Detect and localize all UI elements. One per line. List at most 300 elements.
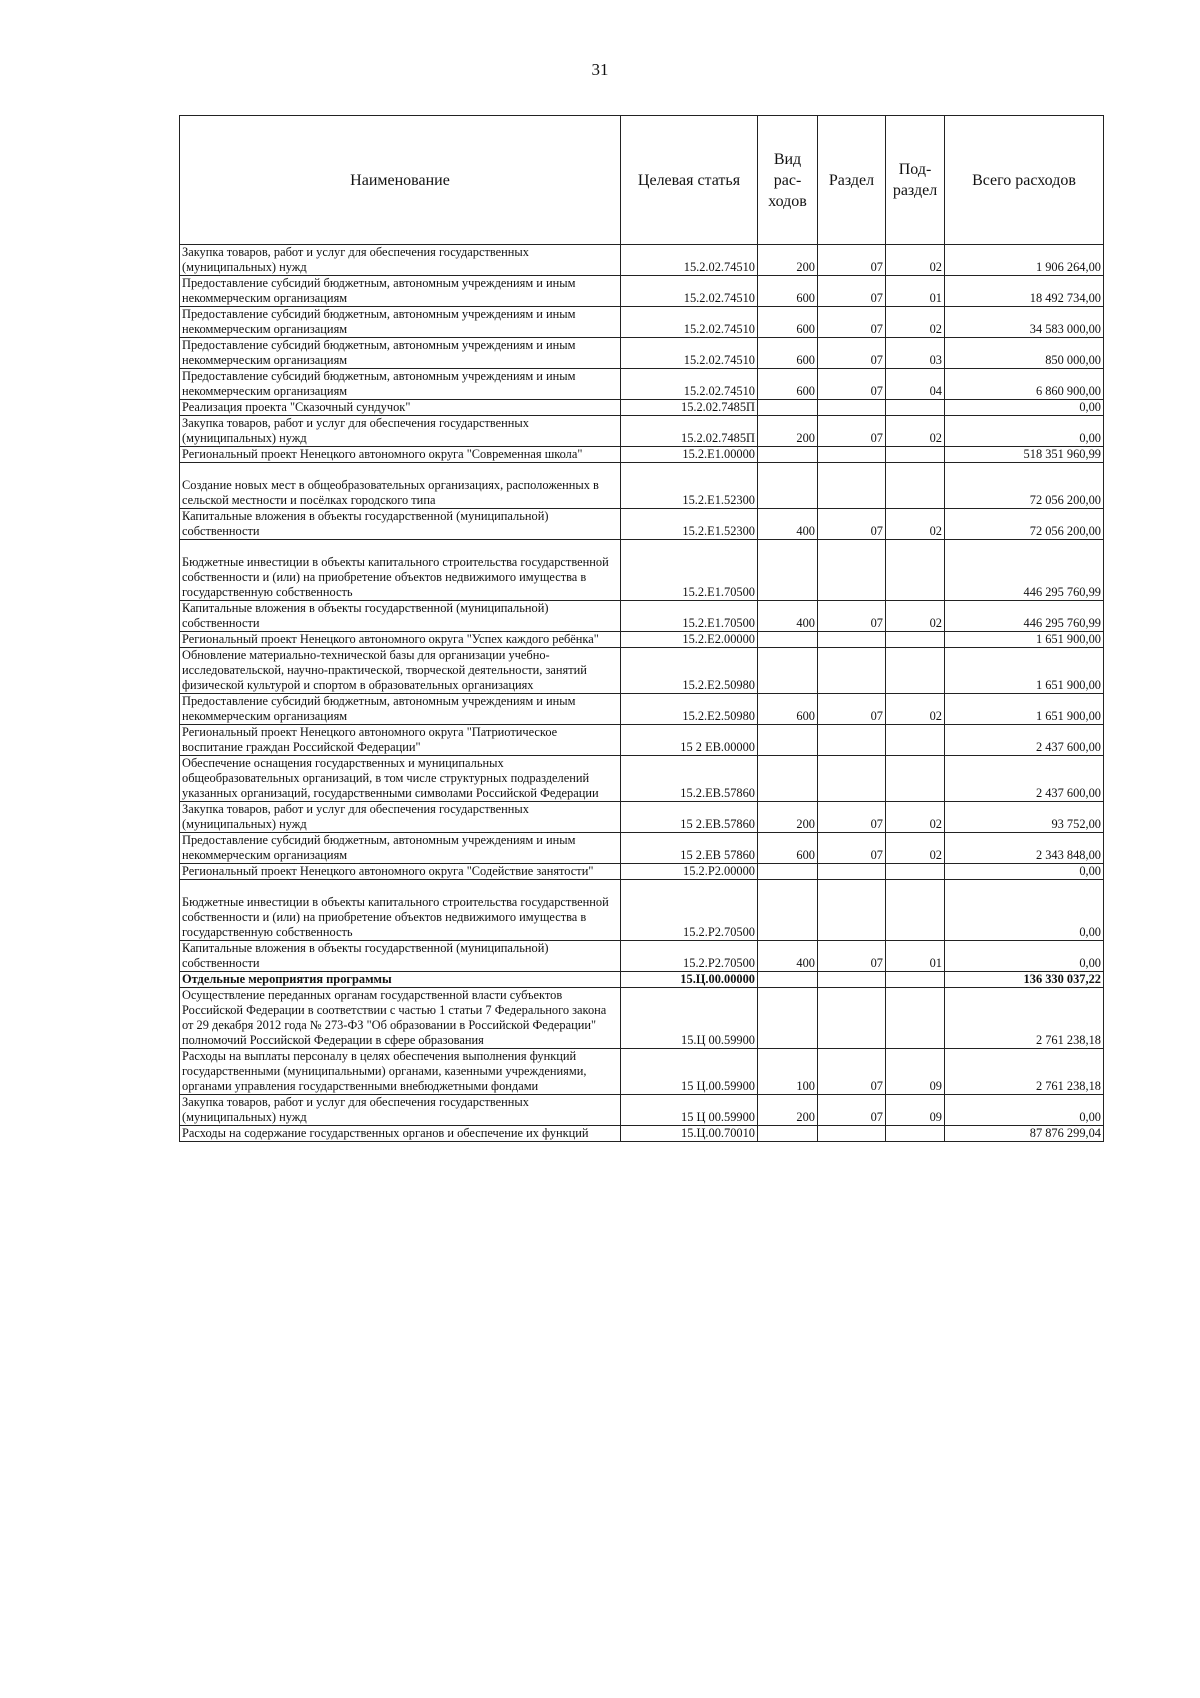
row-name	[180, 941, 621, 972]
row-expense-kind	[758, 601, 818, 632]
row-section	[818, 509, 886, 540]
row-expense-kind-text: 600	[796, 384, 815, 398]
row-name	[180, 988, 621, 1049]
row-target-code	[621, 276, 758, 307]
row-expense-kind-text: 400	[796, 616, 815, 630]
table-row	[180, 463, 1104, 509]
row-subsection-text: 02	[929, 817, 942, 831]
row-name	[180, 880, 621, 941]
row-name-text: Капитальные вложения в объекты государственной (муниципальной) собственности	[182, 601, 549, 630]
row-subsection-text: 02	[929, 260, 942, 274]
row-total	[945, 802, 1104, 833]
row-section-text: 07	[870, 384, 883, 398]
row-name	[180, 1095, 621, 1126]
row-expense-kind-text: 200	[796, 1110, 815, 1124]
row-target-code	[621, 1126, 758, 1142]
row-name	[180, 400, 621, 416]
row-total	[945, 463, 1104, 509]
row-section	[818, 463, 886, 509]
row-target-code-text: 15 2.EB.57860	[680, 817, 755, 831]
row-target-code	[621, 802, 758, 833]
row-expense-kind-text: 600	[796, 353, 815, 367]
row-expense-kind	[758, 941, 818, 972]
row-expense-kind	[758, 833, 818, 864]
page-number: 31	[591, 60, 609, 79]
row-expense-kind	[758, 400, 818, 416]
row-expense-kind-text: 400	[796, 524, 815, 538]
row-section	[818, 972, 886, 988]
row-expense-kind	[758, 369, 818, 400]
row-name	[180, 447, 621, 463]
row-target-code-text: 15.2.E1.70500	[682, 616, 755, 630]
row-section	[818, 338, 886, 369]
row-target-code	[621, 972, 758, 988]
row-total-text: 2 343 848,00	[1035, 848, 1101, 862]
row-name	[180, 802, 621, 833]
row-total-text: 72 056 200,00	[1029, 493, 1101, 507]
row-total	[945, 509, 1104, 540]
row-name-text: Обеспечение оснащения государственных и муниципальных общеобразовательных организаций, в том числе структурных подразделений указанных организаций, государственными символами Российской Федерации	[182, 756, 599, 800]
row-target-code-text: 15.2.02.74510	[683, 384, 755, 398]
row-name-text: Предоставление субсидий бюджетным, автономным учреждениям и иным некоммерческим организациям	[182, 276, 576, 305]
row-target-code	[621, 447, 758, 463]
row-name	[180, 601, 621, 632]
row-total	[945, 447, 1104, 463]
row-target-code	[621, 245, 758, 276]
row-expense-kind	[758, 756, 818, 802]
row-expense-kind	[758, 276, 818, 307]
row-name-text: Создание новых мест в общеобразовательных организациях, расположенных в сельской местности и посёлках городского типа	[182, 478, 599, 507]
row-name-text: Региональный проект Ненецкого автономного округа "Содействие занятости"	[182, 864, 594, 878]
row-name-text: Осуществление переданных органам государственной власти субъектов Российской Федерации в соответствии с частью 1 статьи 7 Федерального закона от 29 декабря 2012 года № 273-ФЗ "Об образовании в Российской Федерации" полномочий Российской Федерации в сфере образования	[182, 988, 607, 1047]
table-row	[180, 400, 1104, 416]
row-target-code	[621, 307, 758, 338]
row-name	[180, 694, 621, 725]
row-name	[180, 864, 621, 880]
table-row	[180, 416, 1104, 447]
row-name-text: Предоставление субсидий бюджетным, автономным учреждениям и иным некоммерческим организациям	[182, 307, 576, 336]
row-total	[945, 988, 1104, 1049]
row-subsection	[886, 307, 945, 338]
row-expense-kind	[758, 648, 818, 694]
row-target-code-text: 15.2.E1.00000	[682, 447, 755, 461]
row-total-text: 446 295 760,99	[1023, 585, 1101, 599]
table-row	[180, 972, 1104, 988]
row-section-text: 07	[870, 1110, 883, 1124]
row-target-code-text: 15 2 EB.00000	[680, 740, 755, 754]
row-subsection-text: 09	[929, 1110, 942, 1124]
row-subsection	[886, 369, 945, 400]
row-subsection	[886, 972, 945, 988]
row-subsection	[886, 1095, 945, 1126]
row-section	[818, 400, 886, 416]
row-subsection	[886, 1049, 945, 1095]
row-subsection	[886, 338, 945, 369]
row-expense-kind	[758, 694, 818, 725]
row-total-text: 1 906 264,00	[1035, 260, 1101, 274]
row-subsection-text: 02	[929, 616, 942, 630]
row-subsection	[886, 694, 945, 725]
row-section	[818, 648, 886, 694]
row-section	[818, 941, 886, 972]
table-row	[180, 307, 1104, 338]
row-subsection	[886, 509, 945, 540]
row-section-text: 07	[870, 291, 883, 305]
row-target-code	[621, 463, 758, 509]
table-row	[180, 632, 1104, 648]
budget-table	[179, 115, 1104, 1142]
table-row	[180, 802, 1104, 833]
row-name-text: Отдельные мероприятия программы	[182, 972, 392, 986]
row-target-code-text: 15.Ц.00.70010	[681, 1126, 755, 1140]
row-subsection	[886, 941, 945, 972]
row-subsection-text: 02	[929, 709, 942, 723]
row-total	[945, 276, 1104, 307]
row-section	[818, 988, 886, 1049]
table-row	[180, 369, 1104, 400]
row-name	[180, 463, 621, 509]
row-target-code	[621, 540, 758, 601]
table-row	[180, 540, 1104, 601]
row-name-text: Предоставление субсидий бюджетным, автономным учреждениям и иным некоммерческим организациям	[182, 694, 576, 723]
row-subsection-text: 02	[929, 848, 942, 862]
row-total-text: 136 330 037,22	[1023, 972, 1101, 986]
row-target-code-text: 15.2.E1.52300	[682, 493, 755, 507]
row-section	[818, 756, 886, 802]
table-row	[180, 833, 1104, 864]
row-subsection-text: 02	[929, 322, 942, 336]
row-total-text: 2 437 600,00	[1035, 786, 1101, 800]
table-row	[180, 338, 1104, 369]
row-expense-kind	[758, 632, 818, 648]
row-expense-kind	[758, 972, 818, 988]
row-target-code-text: 15.2.E1.70500	[682, 585, 755, 599]
row-name-text: Закупка товаров, работ и услуг для обеспечения государственных (муниципальных) нужд	[182, 1095, 529, 1124]
row-total-text: 0,00	[1079, 1110, 1101, 1124]
row-subsection	[886, 833, 945, 864]
row-expense-kind	[758, 509, 818, 540]
row-target-code-text: 15.2.E2.50980	[682, 709, 755, 723]
table-row	[180, 601, 1104, 632]
row-target-code	[621, 416, 758, 447]
table-row	[180, 941, 1104, 972]
row-target-code-text: 15.2.02.74510	[683, 260, 755, 274]
row-target-code-text: 15.2.P2.00000	[683, 864, 755, 878]
row-name-text: Региональный проект Ненецкого автономного округа "Современная школа"	[182, 447, 583, 461]
row-section-text: 07	[870, 848, 883, 862]
table-row	[180, 245, 1104, 276]
row-target-code	[621, 1049, 758, 1095]
row-expense-kind-text: 200	[796, 431, 815, 445]
row-target-code-text: 15.2.E1.52300	[682, 524, 755, 538]
row-target-code-text: 15.Ц 00.59900	[681, 1033, 755, 1047]
row-expense-kind	[758, 1126, 818, 1142]
header-name: Наименование	[180, 116, 621, 245]
row-name	[180, 369, 621, 400]
row-total	[945, 694, 1104, 725]
row-subsection	[886, 725, 945, 756]
row-section-text: 07	[870, 817, 883, 831]
row-section-text: 07	[870, 353, 883, 367]
row-total	[945, 880, 1104, 941]
row-section-text: 07	[870, 956, 883, 970]
row-target-code-text: 15.2.02.74510	[683, 291, 755, 305]
row-section	[818, 540, 886, 601]
row-total-text: 2 761 238,18	[1035, 1079, 1101, 1093]
row-name-text: Предоставление субсидий бюджетным, автономным учреждениям и иным некоммерческим организациям	[182, 369, 576, 398]
row-name	[180, 509, 621, 540]
row-name	[180, 338, 621, 369]
row-total-text: 2 761 238,18	[1035, 1033, 1101, 1047]
row-section	[818, 725, 886, 756]
row-section-text: 07	[870, 1079, 883, 1093]
row-section-text: 07	[870, 616, 883, 630]
row-subsection-text: 01	[929, 956, 942, 970]
row-target-code	[621, 941, 758, 972]
row-section	[818, 1095, 886, 1126]
row-target-code-text: 15.2.P2.70500	[683, 956, 755, 970]
table-row	[180, 756, 1104, 802]
row-total-text: 0,00	[1079, 400, 1101, 414]
row-total	[945, 338, 1104, 369]
table-row	[180, 276, 1104, 307]
row-total-text: 72 056 200,00	[1029, 524, 1101, 538]
row-subsection	[886, 880, 945, 941]
row-name-text: Расходы на выплаты персоналу в целях обеспечения выполнения функций государственными (муниципальными) органами, казенными учреждениями, органами управления государственными внебюджетными фондами	[182, 1049, 587, 1093]
row-section-text: 07	[870, 431, 883, 445]
row-total-text: 1 651 900,00	[1035, 709, 1101, 723]
row-expense-kind	[758, 802, 818, 833]
row-name	[180, 756, 621, 802]
row-section	[818, 601, 886, 632]
row-target-code	[621, 694, 758, 725]
row-total-text: 446 295 760,99	[1023, 616, 1101, 630]
row-section	[818, 1126, 886, 1142]
header-row	[180, 116, 1104, 245]
row-subsection	[886, 648, 945, 694]
row-target-code-text: 15 Ц 00.59900	[681, 1110, 755, 1124]
row-total	[945, 632, 1104, 648]
row-target-code-text: 15.2.P2.70500	[683, 925, 755, 939]
row-total-text: 850 000,00	[1045, 353, 1101, 367]
row-name-text: Обновление материально-технической базы для организации учебно-исследовательской, научно-практической, творческой деятельности, занятий физической культурой и спортом в образовательных организациях	[182, 648, 587, 692]
row-section	[818, 1049, 886, 1095]
row-target-code	[621, 725, 758, 756]
row-total	[945, 416, 1104, 447]
row-name	[180, 833, 621, 864]
row-target-code-text: 15 Ц.00.59900	[681, 1079, 755, 1093]
row-section	[818, 245, 886, 276]
row-name	[180, 1126, 621, 1142]
row-name	[180, 245, 621, 276]
row-total-text: 518 351 960,99	[1023, 447, 1101, 461]
table-row	[180, 1095, 1104, 1126]
row-subsection-text: 02	[929, 524, 942, 538]
row-section-text: 07	[870, 524, 883, 538]
header-kind: Вид рас- ходов	[758, 116, 818, 245]
row-target-code	[621, 509, 758, 540]
row-name	[180, 1049, 621, 1095]
row-subsection	[886, 416, 945, 447]
table-row	[180, 988, 1104, 1049]
row-target-code-text: 15.2.02.7485П	[681, 400, 755, 414]
row-total	[945, 245, 1104, 276]
row-total-text: 93 752,00	[1051, 817, 1101, 831]
row-subsection	[886, 988, 945, 1049]
row-total-text: 2 437 600,00	[1035, 740, 1101, 754]
row-subsection	[886, 1126, 945, 1142]
row-total	[945, 864, 1104, 880]
row-name-text: Закупка товаров, работ и услуг для обеспечения государственных (муниципальных) нужд	[182, 802, 529, 831]
row-target-code	[621, 648, 758, 694]
row-subsection	[886, 245, 945, 276]
row-total-text: 1 651 900,00	[1035, 632, 1101, 646]
row-subsection	[886, 400, 945, 416]
row-name-text: Предоставление субсидий бюджетным, автономным учреждениям и иным некоммерческим организациям	[182, 833, 576, 862]
row-section-text: 07	[870, 322, 883, 336]
row-section	[818, 416, 886, 447]
row-total	[945, 400, 1104, 416]
row-target-code	[621, 601, 758, 632]
table-row	[180, 880, 1104, 941]
row-expense-kind	[758, 1049, 818, 1095]
row-expense-kind-text: 400	[796, 956, 815, 970]
row-name-text: Капитальные вложения в объекты государственной (муниципальной) собственности	[182, 509, 549, 538]
row-name	[180, 540, 621, 601]
row-subsection	[886, 276, 945, 307]
row-subsection-text: 02	[929, 431, 942, 445]
row-target-code	[621, 400, 758, 416]
row-name-text: Бюджетные инвестиции в объекты капитального строительства государственной собственности и (или) на приобретение объектов недвижимого имущества в государственную собственность	[182, 895, 609, 939]
row-expense-kind-text: 600	[796, 848, 815, 862]
row-expense-kind	[758, 416, 818, 447]
row-total-text: 0,00	[1079, 956, 1101, 970]
row-target-code	[621, 864, 758, 880]
row-name-text: Бюджетные инвестиции в объекты капитального строительства государственной собственности и (или) на приобретение объектов недвижимого имущества в государственную собственность	[182, 555, 609, 599]
row-section	[818, 833, 886, 864]
header-section: Раздел	[818, 116, 886, 245]
row-target-code	[621, 988, 758, 1049]
row-subsection	[886, 632, 945, 648]
row-total	[945, 941, 1104, 972]
row-section	[818, 864, 886, 880]
row-total-text: 0,00	[1079, 925, 1101, 939]
row-name-text: Закупка товаров, работ и услуг для обеспечения государственных (муниципальных) нужд	[182, 416, 529, 445]
row-target-code-text: 15 2.EB 57860	[680, 848, 755, 862]
row-total	[945, 972, 1104, 988]
row-name-text: Региональный проект Ненецкого автономного округа "Успех каждого ребёнка"	[182, 632, 599, 646]
row-expense-kind	[758, 245, 818, 276]
row-name	[180, 307, 621, 338]
row-subsection-text: 01	[929, 291, 942, 305]
row-total	[945, 307, 1104, 338]
table-row	[180, 1126, 1104, 1142]
row-target-code	[621, 880, 758, 941]
row-subsection-text: 03	[929, 353, 942, 367]
row-total	[945, 1049, 1104, 1095]
table-row	[180, 648, 1104, 694]
row-section	[818, 307, 886, 338]
row-name	[180, 972, 621, 988]
row-target-code-text: 15.2.02.7485П	[681, 431, 755, 445]
row-expense-kind-text: 200	[796, 817, 815, 831]
row-section	[818, 447, 886, 463]
row-expense-kind-text: 600	[796, 322, 815, 336]
row-subsection-text: 09	[929, 1079, 942, 1093]
row-target-code	[621, 369, 758, 400]
row-subsection-text: 04	[929, 384, 942, 398]
row-total-text: 87 876 299,04	[1029, 1126, 1101, 1140]
row-target-code	[621, 756, 758, 802]
row-expense-kind	[758, 307, 818, 338]
table-row	[180, 1049, 1104, 1095]
row-subsection	[886, 463, 945, 509]
row-total-text: 6 860 900,00	[1035, 384, 1101, 398]
row-total-text: 0,00	[1079, 431, 1101, 445]
row-total	[945, 756, 1104, 802]
row-expense-kind	[758, 540, 818, 601]
row-section	[818, 802, 886, 833]
row-target-code-text: 15.2.E2.00000	[682, 632, 755, 646]
row-name-text: Предоставление субсидий бюджетным, автономным учреждениям и иным некоммерческим организациям	[182, 338, 576, 367]
row-expense-kind-text: 200	[796, 260, 815, 274]
row-total	[945, 833, 1104, 864]
row-expense-kind	[758, 338, 818, 369]
row-target-code	[621, 338, 758, 369]
row-expense-kind	[758, 463, 818, 509]
row-section	[818, 369, 886, 400]
row-target-code	[621, 632, 758, 648]
row-expense-kind-text: 100	[796, 1079, 815, 1093]
row-name	[180, 632, 621, 648]
row-section-text: 07	[870, 260, 883, 274]
row-total	[945, 1126, 1104, 1142]
row-target-code-text: 15.2.E2.50980	[682, 678, 755, 692]
row-target-code-text: 15.2.02.74510	[683, 322, 755, 336]
row-target-code-text: 15.Ц.00.00000	[680, 972, 755, 986]
row-total	[945, 648, 1104, 694]
row-total	[945, 601, 1104, 632]
row-total	[945, 540, 1104, 601]
row-target-code	[621, 1095, 758, 1126]
row-total-text: 0,00	[1079, 864, 1101, 878]
row-section	[818, 880, 886, 941]
table-row	[180, 725, 1104, 756]
row-name-text: Расходы на содержание государственных органов и обеспечение их функций	[182, 1126, 589, 1140]
row-name-text: Капитальные вложения в объекты государственной (муниципальной) собственности	[182, 941, 549, 970]
row-name	[180, 648, 621, 694]
row-total-text: 18 492 734,00	[1029, 291, 1101, 305]
table-row	[180, 864, 1104, 880]
header-target: Целевая статья	[621, 116, 758, 245]
row-name-text: Реализация проекта "Сказочный сундучок"	[182, 400, 411, 414]
row-total	[945, 369, 1104, 400]
table-row	[180, 694, 1104, 725]
row-expense-kind	[758, 1095, 818, 1126]
row-expense-kind	[758, 864, 818, 880]
table-row	[180, 447, 1104, 463]
row-expense-kind-text: 600	[796, 291, 815, 305]
row-expense-kind	[758, 988, 818, 1049]
row-name	[180, 276, 621, 307]
row-total	[945, 725, 1104, 756]
row-name	[180, 416, 621, 447]
row-target-code-text: 15.2.EB.57860	[680, 786, 755, 800]
row-subsection	[886, 864, 945, 880]
header-total: Всего расходов	[945, 116, 1104, 245]
row-subsection	[886, 601, 945, 632]
row-expense-kind-text: 600	[796, 709, 815, 723]
